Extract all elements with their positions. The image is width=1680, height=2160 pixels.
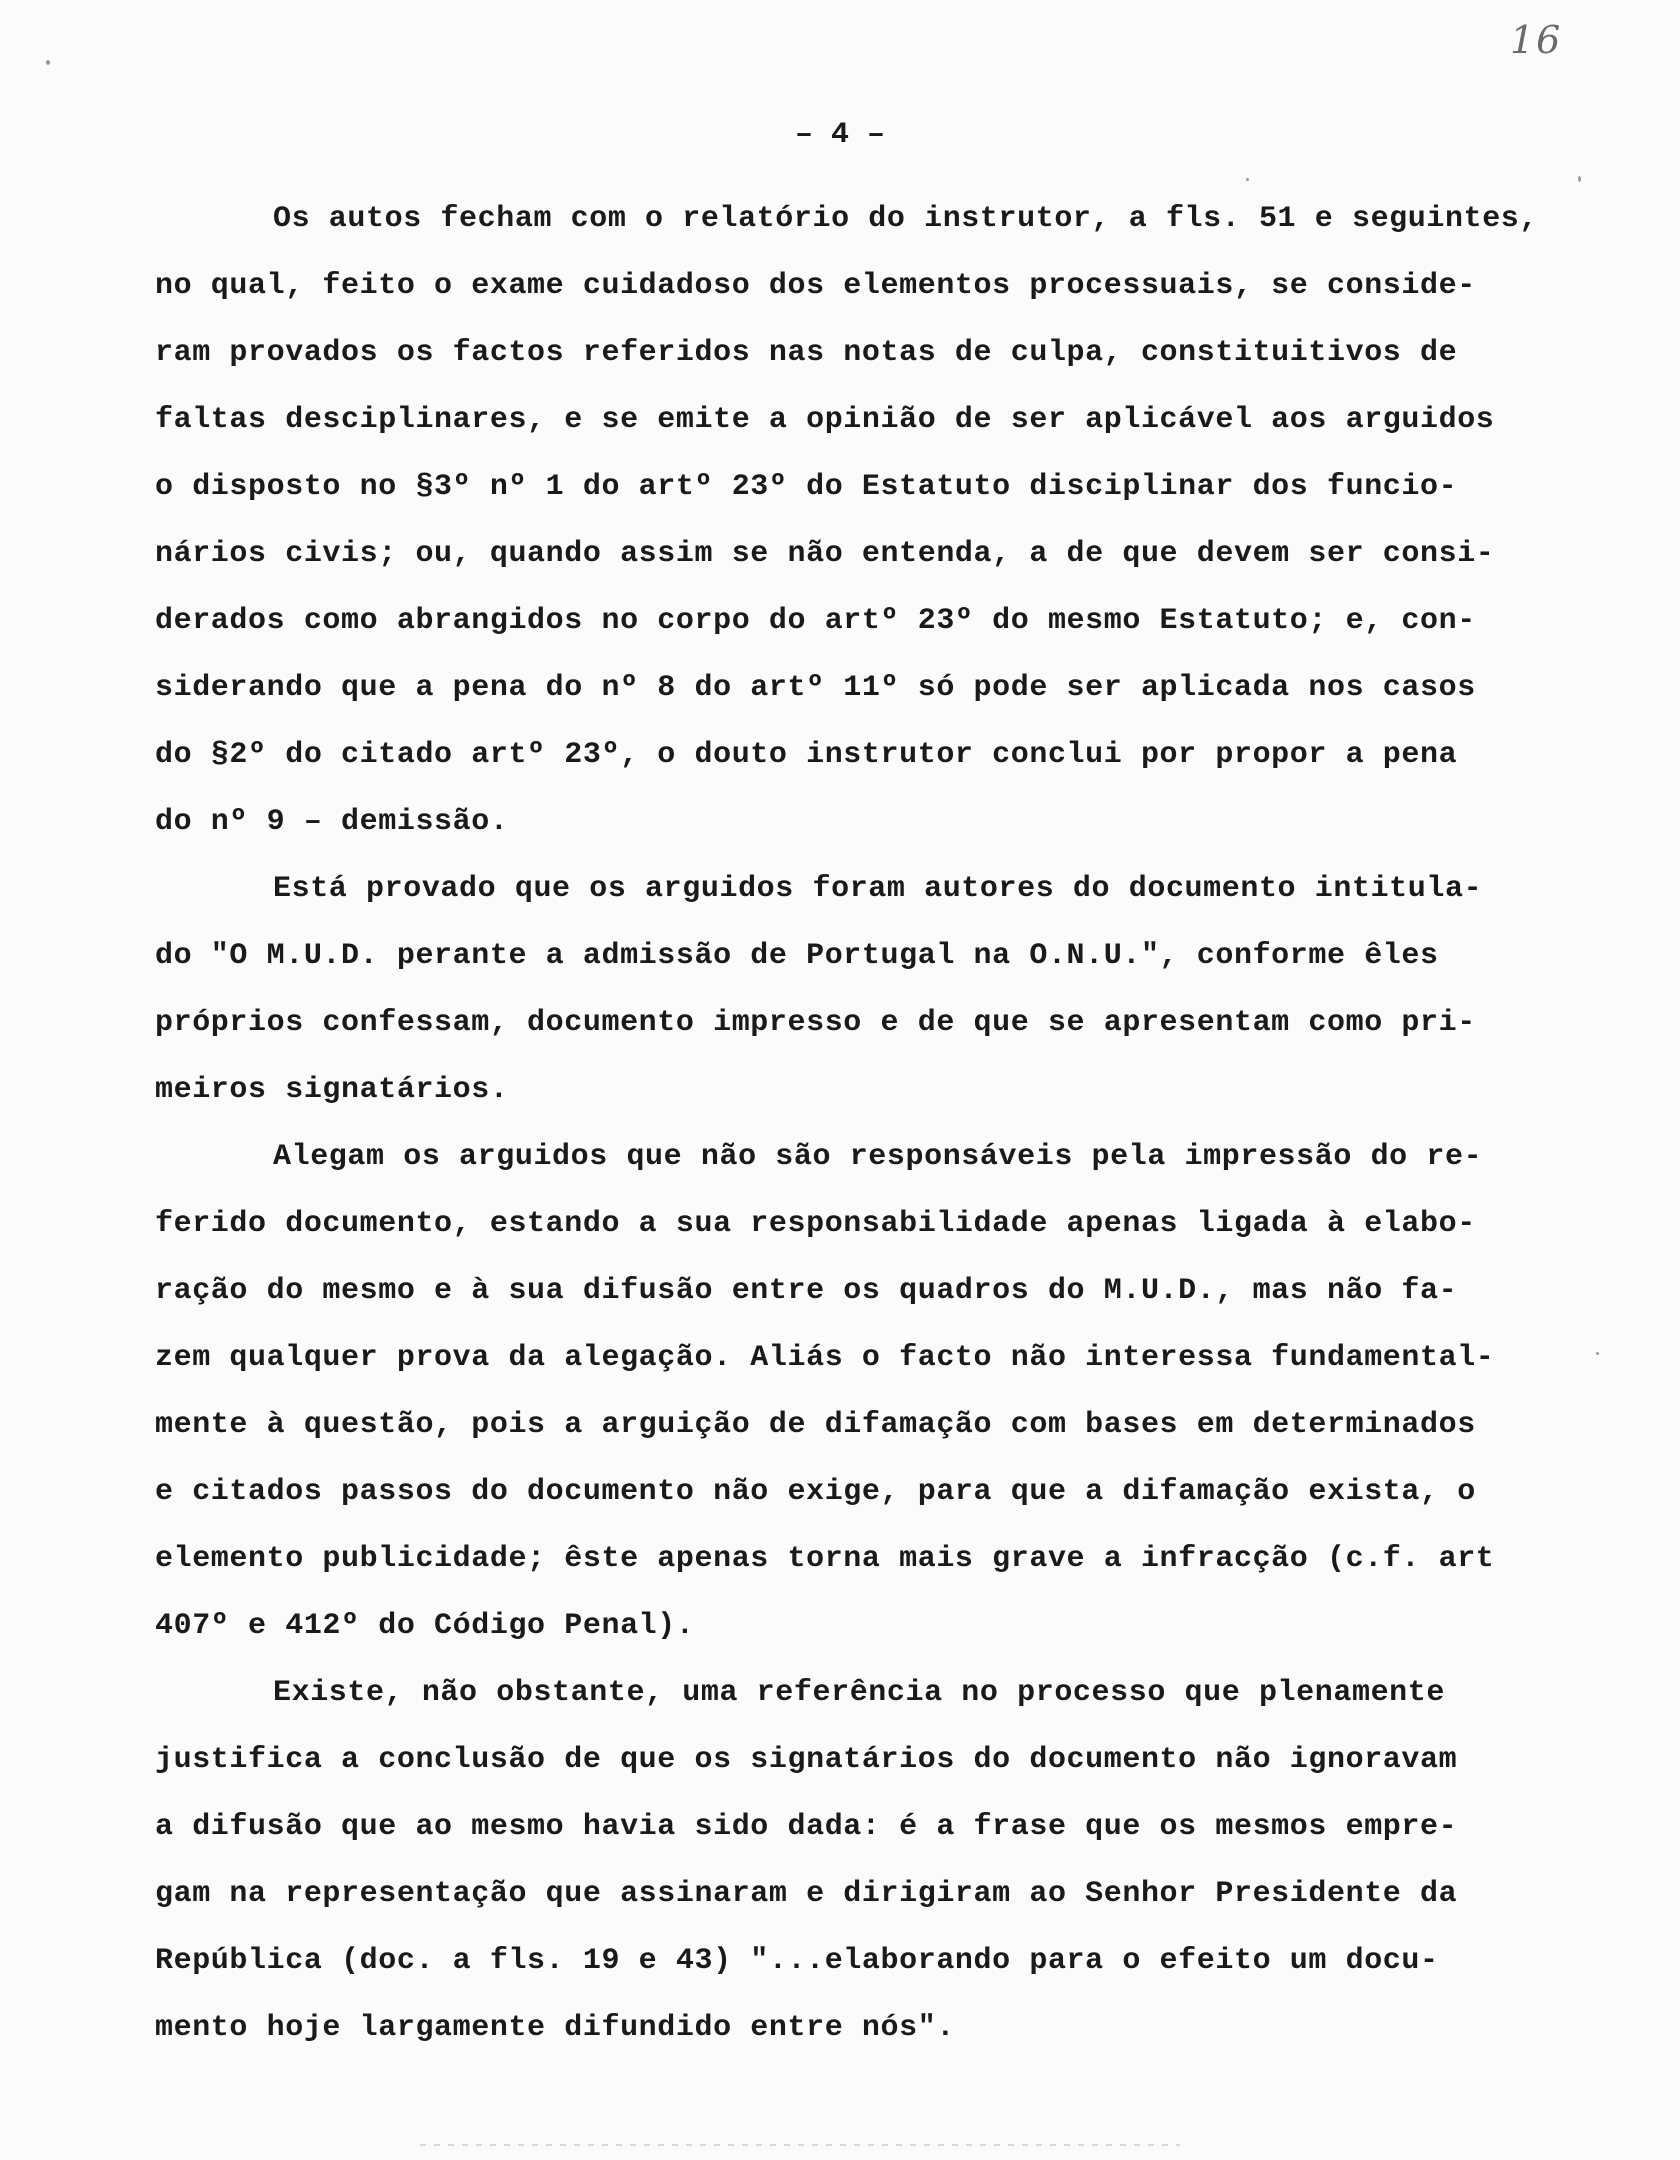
- body-text: [155, 186, 1605, 2062]
- text-line: e citados passos do documento não exige, para que a difamação exista, o: [155, 1475, 1476, 1509]
- text-line: Alegam os arguidos que não são responsáveis pela impressão do re-: [273, 1140, 1483, 1174]
- paragraph-1: [155, 186, 1605, 856]
- text-line: do §2º do citado artº 23º, o douto instrutor conclui por propor a pena: [155, 738, 1458, 772]
- text-line: mente à questão, pois a arguição de difamação com bases em determinados: [155, 1408, 1476, 1442]
- text-line: o disposto no §3º nº 1 do artº 23º do Estatuto disciplinar dos funcio-: [155, 470, 1458, 504]
- text-line: mento hoje largamente difundido entre nós".: [155, 2011, 955, 2045]
- scan-speck: [46, 60, 50, 65]
- text-line: gam na representação que assinaram e dirigiram ao Senhor Presidente da: [155, 1877, 1458, 1911]
- paragraph-3: [155, 1124, 1605, 1660]
- text-line: elemento publicidade; êste apenas torna mais grave a infracção (c.f. art: [155, 1542, 1495, 1576]
- scan-edge-noise: [420, 2144, 1180, 2146]
- text-line: do nº 9 – demissão.: [155, 805, 509, 839]
- handwritten-page-mark: 16: [1510, 18, 1563, 62]
- text-line: faltas desciplinares, e se emite a opinião de ser aplicável aos arguidos: [155, 403, 1495, 437]
- paragraph-2: [155, 856, 1605, 1124]
- text-line: meiros signatários.: [155, 1073, 509, 1107]
- paragraph-4: [155, 1660, 1605, 2062]
- text-line: zem qualquer prova da alegação. Aliás o facto não interessa fundamental-: [155, 1341, 1495, 1375]
- text-line: no qual, feito o exame cuidadoso dos elementos processuais, se conside-: [155, 269, 1476, 303]
- text-line: justifica a conclusão de que os signatários do documento não ignoravam: [155, 1743, 1458, 1777]
- text-line: próprios confessam, documento impresso e de que se apresentam como pri-: [155, 1006, 1476, 1040]
- scan-speck: [1578, 176, 1581, 182]
- text-line: 407º e 412º do Código Penal).: [155, 1609, 695, 1643]
- text-line: ferido documento, estando a sua responsabilidade apenas ligada à elabo-: [155, 1207, 1476, 1241]
- scan-speck: [1246, 178, 1249, 181]
- text-line: derados como abrangidos no corpo do artº 23º do mesmo Estatuto; e, con-: [155, 604, 1476, 638]
- text-line: República (doc. a fls. 19 e 43) "...elaborando para o efeito um docu-: [155, 1944, 1439, 1978]
- page-number: – 4 –: [794, 118, 885, 152]
- text-line: Está provado que os arguidos foram autores do documento intitula-: [273, 872, 1483, 906]
- text-line: do "O M.U.D. perante a admissão de Portugal na O.N.U.", conforme êles: [155, 939, 1439, 973]
- text-line: a difusão que ao mesmo havia sido dada: é a frase que os mesmos empre-: [155, 1810, 1458, 1844]
- text-line: ram provados os factos referidos nas notas de culpa, constituitivos de: [155, 336, 1458, 370]
- text-line: nários civis; ou, quando assim se não entenda, a de que devem ser consi-: [155, 537, 1495, 571]
- scan-speck: [1596, 1352, 1599, 1355]
- text-line: ração do mesmo e à sua difusão entre os quadros do M.U.D., mas não fa-: [155, 1274, 1458, 1308]
- text-line: Existe, não obstante, uma referência no processo que plenamente: [273, 1676, 1445, 1710]
- text-line: siderando que a pena do nº 8 do artº 11º só pode ser aplicada nos casos: [155, 671, 1476, 705]
- text-line: Os autos fecham com o relatório do instrutor, a fls. 51 e seguintes,: [273, 202, 1538, 236]
